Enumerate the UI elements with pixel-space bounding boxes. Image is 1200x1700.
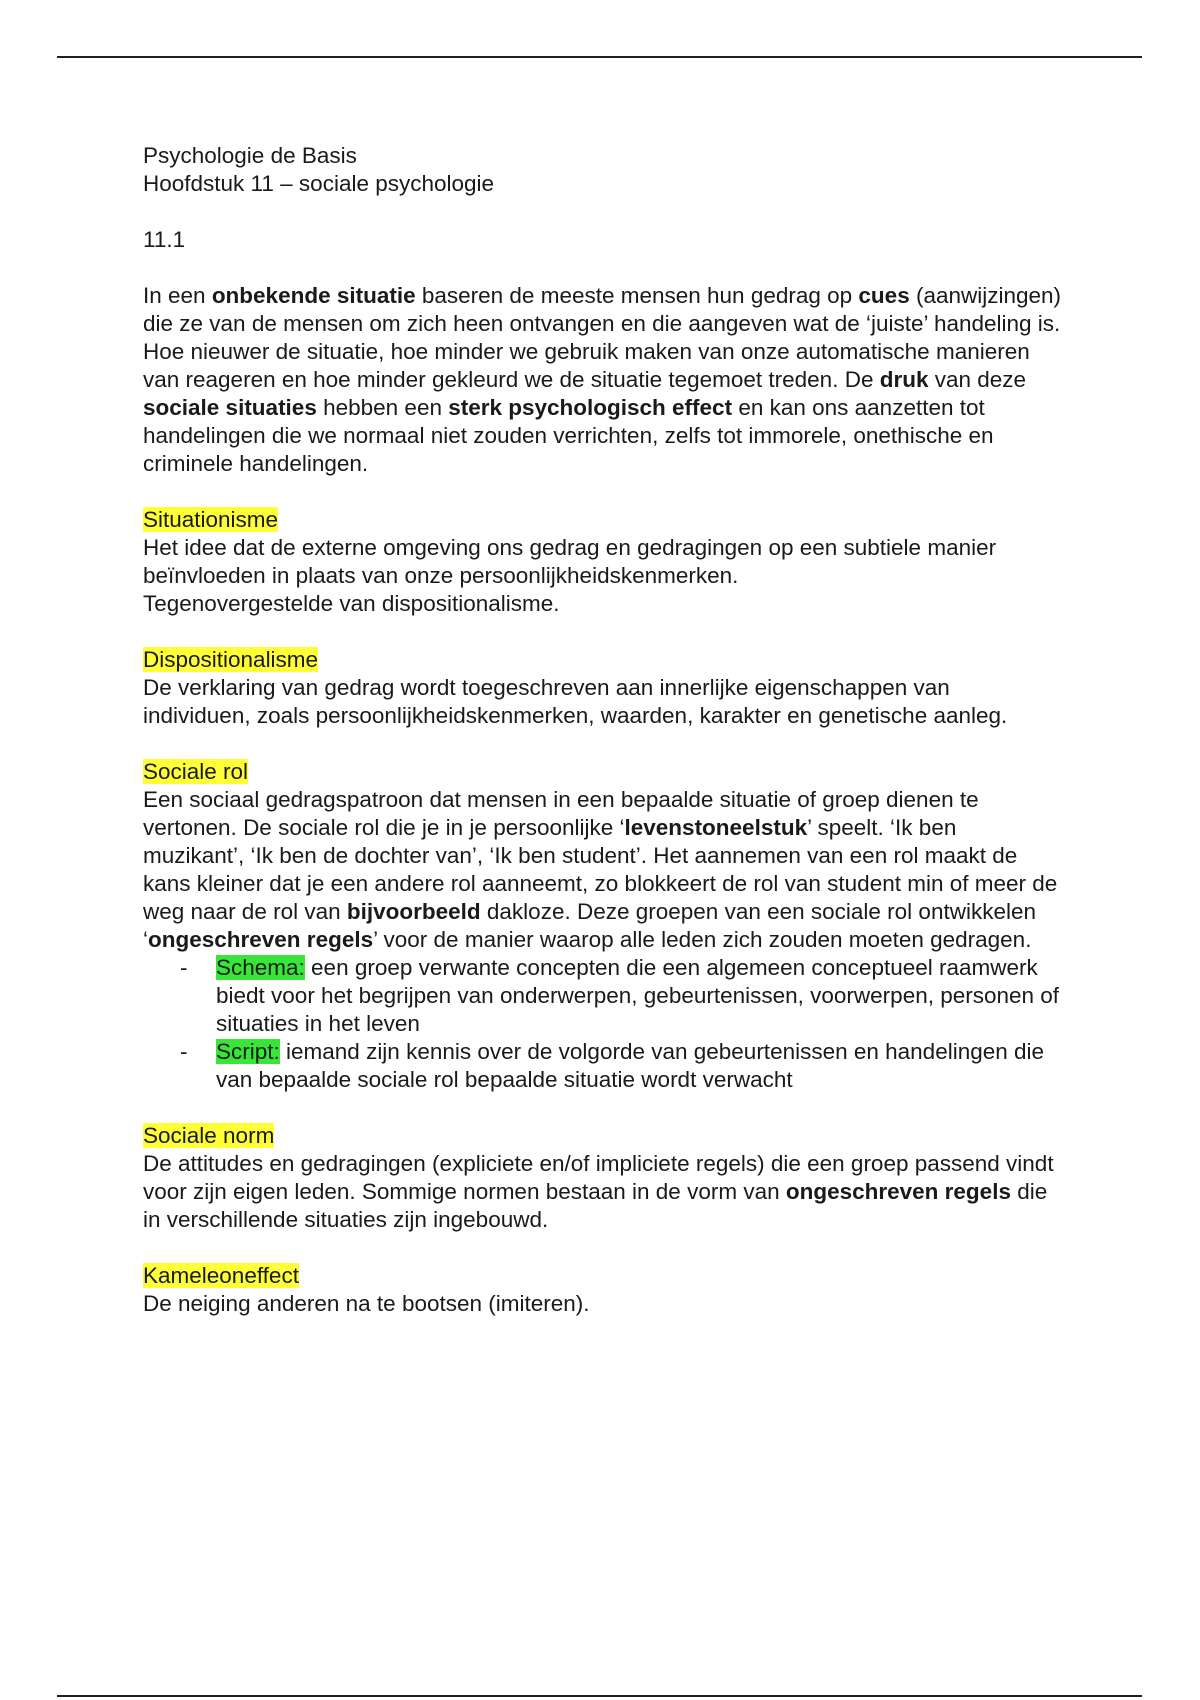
bullet-text: een groep verwante concepten die een algemeen conceptueel raamwerk biedt voor het begrijpen van onderwerpen, gebeurtenissen, voorwerpen, personen of situaties in het leven [216, 955, 1060, 1036]
header-rule [57, 56, 1142, 58]
bullet-script [143, 1038, 1063, 1094]
term-sociale-rol: Sociale rol [143, 759, 249, 784]
definition-dispositionalisme: De verklaring van gedrag wordt toegeschreven aan innerlijke eigenschappen van individuen, zoals persoonlijkheidskenmerken, waarden, karakter en genetische aanleg. [143, 675, 1008, 728]
intro-paragraph: In een onbekende situatie baseren de meeste mensen hun gedrag op cues (aanwijzingen) die ze van de mensen om zich heen ontvangen en die aangeven wat de ‘juiste’ handeling is. Hoe nieuwer de situatie, hoe minder we gebruik maken van onze automatische manieren van reageren en hoe minder gekleurd we de situatie tegemoet treden. De druk van deze sociale situaties hebben een sterk psychologisch effect en kan ons aanzetten tot handelingen die we normaal niet zouden verrichten, zelfs tot immorele, onethische en criminele handelingen. [143, 283, 1062, 476]
bullet-dash: - [180, 955, 188, 980]
term-sociale-norm: Sociale norm [143, 1123, 275, 1148]
sociale-rol-bullet-list [143, 954, 1063, 1094]
section-number: 11.1 [143, 227, 186, 252]
bullet-term: Schema: [216, 955, 305, 980]
term-dispositionalisme: Dispositionalisme [143, 647, 319, 672]
footer-rule [57, 1695, 1142, 1697]
definition-situationisme: Het idee dat de externe omgeving ons gedrag en gedragingen op een subtiele manier beïnvloeden in plaats van onze persoonlijkheidskenmerken. [143, 535, 997, 588]
note-situationisme: Tegenovergestelde van dispositionalisme. [143, 591, 560, 616]
course-title: Psychologie de Basis [143, 143, 357, 168]
bullet-schema [143, 954, 1063, 1038]
definition-sociale-norm: De attitudes en gedragingen (expliciete en/of impliciete regels) die een groep passend vindt voor zijn eigen leden. Sommige normen bestaan in de vorm van ongeschreven regels die in verschillende situaties zijn ingebouwd. [143, 1151, 1054, 1232]
term-kameleoneffect: Kameleoneffect [143, 1263, 299, 1288]
chapter-title: Hoofdstuk 11 – sociale psychologie [143, 171, 495, 196]
document-body [143, 142, 1063, 1318]
term-situationisme: Situationisme [143, 507, 279, 532]
bullet-dash: - [180, 1039, 188, 1064]
definition-sociale-rol: Een sociaal gedragspatroon dat mensen in een bepaalde situatie of groep dienen te vertonen. De sociale rol die je in je persoonlijke ‘levenstoneelstuk’ speelt. ‘Ik ben muzikant’, ‘Ik ben de dochter van’, ‘Ik ben student’. Het aannemen van een rol maakt de kans kleiner dat je een andere rol aanneemt, zo blokkeert de rol van student min of meer de weg naar de rol van bijvoorbeeld dakloze. Deze groepen van een sociale rol ontwikkelen ‘ongeschreven regels’ voor de manier waarop alle leden zich zouden moeten gedragen. [143, 787, 1058, 952]
bullet-text: iemand zijn kennis over de volgorde van gebeurtenissen en handelingen die van bepaalde sociale rol bepaalde situatie wordt verwacht [216, 1039, 1045, 1092]
bullet-term: Script: [216, 1039, 280, 1064]
definition-kameleoneffect: De neiging anderen na te bootsen (imiteren). [143, 1291, 590, 1316]
